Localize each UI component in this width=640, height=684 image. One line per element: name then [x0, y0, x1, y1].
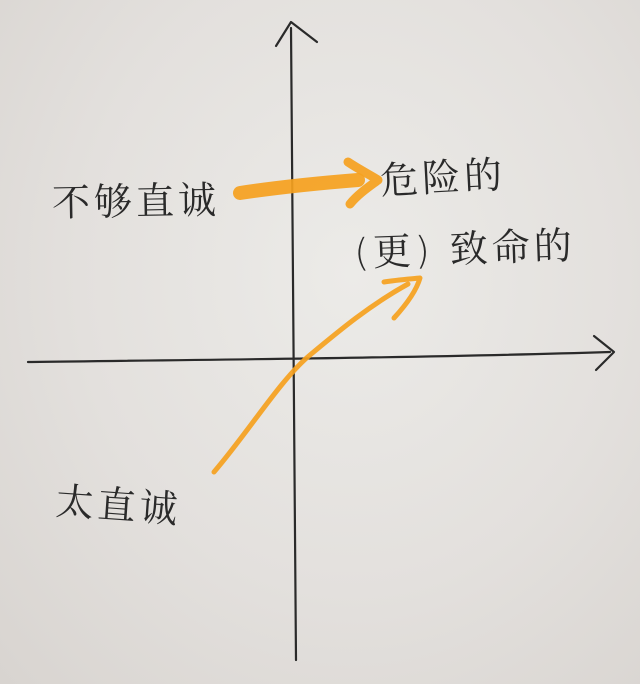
highlighter-arrow-shaft-curve: [214, 284, 408, 472]
y-axis-arrowhead: [276, 22, 317, 46]
label-more-fatal: (更) 致命的: [353, 223, 577, 275]
highlighter-arrow-shaft-top: [240, 180, 358, 193]
y-axis-line: [291, 28, 296, 660]
label-not-enough-direct: 不够直诚: [51, 178, 221, 225]
label-dangerous: 危险的: [379, 152, 508, 203]
x-axis-line: [28, 352, 610, 362]
label-too-direct: 太直诚: [54, 479, 183, 532]
highlighter-arrow-head-curve: [384, 278, 420, 318]
